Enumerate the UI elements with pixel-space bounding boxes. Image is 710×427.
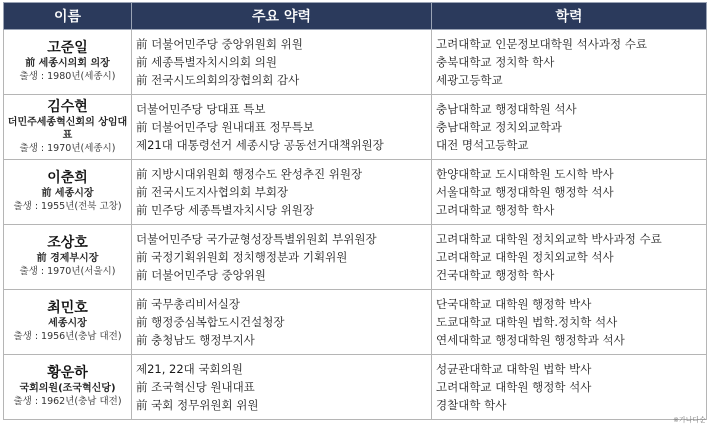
career-cell: [132, 290, 432, 355]
table-row: [4, 290, 707, 355]
career-item: 더불어민주당 당대표 특보: [136, 102, 266, 116]
candidate-name: 김수현: [47, 98, 88, 115]
career-cell-list: [136, 295, 431, 349]
career-item: 더불어민주당 국가균형성장특별위원회 부위원장: [136, 232, 377, 246]
career-cell-list: [136, 360, 431, 414]
candidate-birth: 출생 : 1980년(세종시): [19, 71, 116, 82]
candidate-table: [3, 2, 707, 420]
candidate-title: 前 세종시의회 의장: [25, 58, 110, 69]
career-item: 前 민주당 세종특별자치시당 위원장: [136, 203, 314, 217]
career-item: 前 전국시도의회의장협의회 감사: [136, 73, 300, 87]
candidate-birth: 출생 : 1970년(서울시): [19, 266, 116, 277]
education-cell: [432, 290, 707, 355]
table-row: [4, 160, 707, 225]
candidate-birth: 출생 : 1962년(충남 대전): [13, 396, 122, 407]
career-item: 前 전국시도지사협의회 부회장: [136, 185, 289, 199]
education-item: 서울대학교 행정대학원 행정학 석사: [436, 185, 614, 199]
candidate-birth: 출생 : 1956년(충남 대전): [13, 331, 122, 342]
education-item: 세광고등학교: [436, 73, 503, 87]
education-item: 충북대학교 정치학 학사: [436, 55, 555, 69]
header-name: 이름: [4, 3, 132, 30]
career-cell-list: [136, 100, 431, 154]
candidate-cell: [4, 355, 132, 420]
candidate-title: 前 세종시장: [41, 188, 94, 199]
education-item: 충남대학교 행정대학원 석사: [436, 102, 577, 116]
education-item: 도쿄대학교 대학원 법학.정치학 석사: [436, 315, 618, 329]
candidate-birth: 출생 : 1955년(전북 고창): [13, 201, 122, 212]
education-cell: [432, 95, 707, 160]
education-cell-list: [436, 35, 706, 89]
education-item: 연세대학교 행정대학원 행정학과 석사: [436, 333, 625, 347]
career-cell-list: [136, 35, 431, 89]
candidate-cell: [4, 95, 132, 160]
education-item: 고려대학교 인문정보대학원 석사과정 수료: [436, 37, 647, 51]
career-item: 前 국정기획위원회 정치행정분과 기획위원: [136, 250, 348, 264]
career-item: 前 국무총리비서실장: [136, 297, 241, 311]
education-item: 충남대학교 정치외교학과: [436, 120, 562, 134]
education-cell-list: [436, 165, 706, 219]
career-cell: [132, 225, 432, 290]
candidate-name: 조상호: [47, 235, 88, 251]
education-cell-list: [436, 230, 706, 284]
header-career: 주요 약력: [132, 3, 432, 30]
education-item: 고려대학교 대학원 정치외교학 박사과정 수료: [436, 232, 662, 246]
career-item: 제21, 22대 국회의원: [136, 362, 243, 376]
career-item: 前 조국혁신당 원내대표: [136, 380, 255, 394]
candidate-title: 세종시장: [48, 318, 87, 329]
career-cell: [132, 160, 432, 225]
career-item: 前 더불어민주당 중앙위원: [136, 268, 266, 282]
education-item: 고려대학교 대학원 행정학 석사: [436, 380, 592, 394]
candidate-cell: [4, 290, 132, 355]
career-cell-list: [136, 230, 431, 284]
education-cell: [432, 225, 707, 290]
table-row: [4, 355, 707, 420]
career-item: 제21대 대통령선거 세종시당 공동선거대책위원장: [136, 138, 384, 152]
education-item: 단국대학교 대학원 행정학 박사: [436, 297, 592, 311]
education-item: 건국대학교 행정학 학사: [436, 268, 555, 282]
career-cell-list: [136, 165, 431, 219]
table-row: [4, 225, 707, 290]
career-item: 前 국회 정무위원회 위원: [136, 398, 259, 412]
candidate-title: 국회의원(조국혁신당): [19, 383, 116, 394]
candidate-title: 前 경제부시장: [36, 253, 99, 264]
table-row: [4, 30, 707, 95]
education-item: 고려대학교 행정학 학사: [436, 203, 555, 217]
candidate-cell: [4, 30, 132, 95]
education-cell: [432, 160, 707, 225]
education-item: 한양대학교 도시대학원 도시학 박사: [436, 167, 614, 181]
candidate-cell: [4, 160, 132, 225]
education-cell-list: [436, 100, 706, 154]
candidate-name: 최민호: [47, 300, 88, 316]
education-item: 대전 명석고등학교: [436, 138, 529, 152]
career-cell: [132, 95, 432, 160]
education-cell-list: [436, 295, 706, 349]
candidate-birth: 출생 : 1970년(세종시): [19, 142, 116, 154]
education-cell: [432, 355, 707, 420]
career-item: 前 충청남도 행정부지사: [136, 333, 255, 347]
candidate-name: 황운하: [47, 365, 88, 381]
education-item: 경찰대학 학사: [436, 398, 507, 412]
sort-footnote: ※가나다순: [673, 416, 706, 424]
career-item: 前 지방시대위원회 행정수도 완성추진 위원장: [136, 167, 363, 181]
candidate-title: 더민주세종혁신회의 상임대표: [7, 116, 128, 141]
career-item: 前 세종특별자치시의회 의원: [136, 55, 278, 69]
education-cell: [432, 30, 707, 95]
career-cell: [132, 30, 432, 95]
career-item: 前 더불어민주당 중앙위원회 위원: [136, 37, 303, 51]
career-item: 前 행정중심복합도시건설청장: [136, 315, 285, 329]
table-row: [4, 95, 707, 160]
table-header-row: [4, 3, 707, 30]
education-item: 고려대학교 대학원 정치외교학 석사: [436, 250, 614, 264]
education-item: 성균관대학교 대학원 법학 박사: [436, 362, 592, 376]
education-cell-list: [436, 360, 706, 414]
career-item: 前 더불어민주당 원내대표 정무특보: [136, 120, 314, 134]
candidate-name: 이춘희: [47, 170, 88, 186]
header-education: 학력: [432, 3, 707, 30]
candidate-name: 고준일: [47, 40, 88, 56]
candidate-cell: [4, 225, 132, 290]
career-cell: [132, 355, 432, 420]
table-body: [4, 30, 707, 420]
